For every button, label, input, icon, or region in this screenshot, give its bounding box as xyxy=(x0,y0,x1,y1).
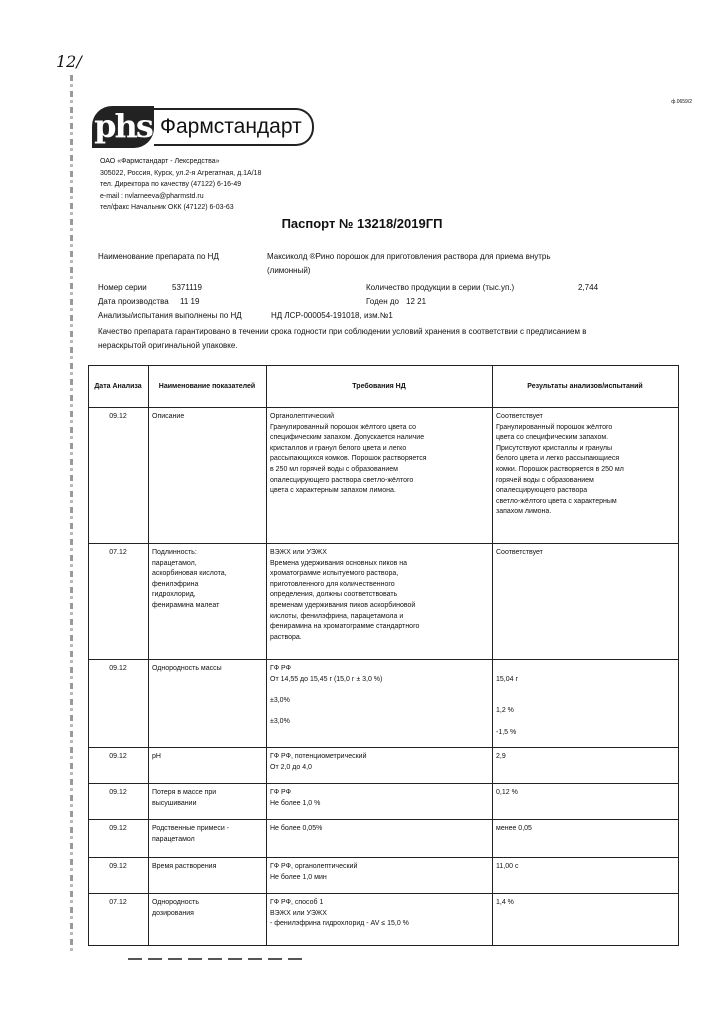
cut-off-line xyxy=(128,958,308,960)
product-value: Максиколд ®Рино порошок для приготовления раствора для приема внутрь xyxy=(267,252,551,261)
result-line: Присутствуют кристаллы и гранулы xyxy=(496,444,613,452)
requirement-line: От 14,55 до 15,45 г (15,0 г ± 3,0 %) xyxy=(270,675,383,683)
indicator-line: фенирамина малеат xyxy=(152,601,220,609)
indicator-line: парацетамол, xyxy=(152,559,197,567)
result-line: 1,4 % xyxy=(496,899,514,906)
requirement-line: кристаллов и гранул белого цвета и легко xyxy=(270,444,407,452)
result-line: горячей воды с образованием xyxy=(496,476,594,484)
valid-until-label: Годен до xyxy=(366,297,399,306)
requirement-line: приготовленного для количественного xyxy=(270,580,395,588)
cell-indicator xyxy=(149,820,267,858)
requirement-line: - фенилэфрина гидрохлорид - AV ≤ 15,0 % xyxy=(270,920,409,928)
requirement-line: ±3,0% xyxy=(270,717,290,725)
logo-mark: phs xyxy=(92,106,154,148)
indicator-line: Однородность xyxy=(152,899,199,906)
result-line: 11,00 с xyxy=(496,863,519,870)
result-line: Гранулированный порошок жёлтого xyxy=(496,423,613,431)
analysis-value: НД ЛСР-000054-191018, изм.№1 xyxy=(271,311,393,320)
result-line: Соответствует xyxy=(496,549,543,556)
result-line: цвета со специфическим запахом. xyxy=(496,434,609,442)
result-line: Соответствует xyxy=(496,413,543,420)
requirement-line: ±3,0% xyxy=(270,696,290,704)
table-row xyxy=(89,858,679,894)
result-line xyxy=(496,664,674,675)
header-date: Дата Анализа xyxy=(89,366,149,408)
company-address xyxy=(100,156,261,214)
result-line xyxy=(496,717,674,728)
table-header-row xyxy=(89,366,679,408)
result-line: запахом лимона. xyxy=(496,508,552,516)
result-line: светло-жёлтого цвета с характерным xyxy=(496,497,617,505)
header-results: Результаты анализов/испытаний xyxy=(493,366,679,408)
result-line: 2,9 xyxy=(496,753,506,760)
valid-until-value: 12 21 xyxy=(406,297,427,306)
cell-results xyxy=(493,408,679,544)
requirement-line: Не более 1,0 % xyxy=(270,799,321,807)
requirement-line: рассыпающихся комков. Порошок растворяется xyxy=(270,455,427,463)
result-line: белого цвета и легко рассыпающиеся xyxy=(496,455,620,463)
address-line: 305022, Россия, Курск, ул.2-я Агрегатная, д.1А/18 xyxy=(100,169,262,177)
result-line xyxy=(496,696,674,707)
indicator-line: гидрохлорид, xyxy=(152,591,196,599)
scan-edge-stripe xyxy=(70,75,73,955)
cell-requirements xyxy=(267,544,493,660)
cell-requirements xyxy=(267,408,493,544)
requirement-line: ГФ РФ xyxy=(270,665,291,672)
requirement-line: определения, должны соответствовать xyxy=(270,591,398,599)
cell-requirements xyxy=(267,894,493,946)
document-form-number: ф.0659/2 xyxy=(671,99,692,105)
requirement-line xyxy=(270,685,488,696)
cell-results xyxy=(493,820,679,858)
requirement-line: временам удерживания пиков аскорбиновой xyxy=(270,601,416,609)
cell-results xyxy=(493,660,679,748)
quantity-label: Количество продукции в серии (тыс.уп.) xyxy=(366,283,515,292)
header-requirements: Требования НД xyxy=(267,366,493,408)
indicator-line: Подлинность: xyxy=(152,549,197,556)
series-value: 5371119 xyxy=(172,283,202,292)
handwritten-page-number: 12/ xyxy=(56,52,82,71)
result-line: 15,04 г xyxy=(496,675,519,683)
cell-requirements xyxy=(267,660,493,748)
cell-indicator xyxy=(149,894,267,946)
cell-requirements xyxy=(267,748,493,784)
result-line: комки. Порошок растворяется в 250 мл xyxy=(496,465,624,473)
result-line: -1,5 % xyxy=(496,728,517,736)
product-label: Наименование препарата по НД xyxy=(98,252,219,261)
table-row xyxy=(89,660,679,748)
table-row xyxy=(89,894,679,946)
cell-results xyxy=(493,858,679,894)
address-line: e-mail : nvlarneeva@pharmstd.ru xyxy=(100,192,204,200)
cell-results xyxy=(493,544,679,660)
cell-indicator: Время растворения xyxy=(149,858,267,894)
cell-indicator xyxy=(149,784,267,820)
indicator-line: дозирования xyxy=(152,909,194,917)
requirement-line: От 2,0 до 4,0 xyxy=(270,763,312,771)
cell-date: 07.12 xyxy=(89,894,149,946)
cell-results xyxy=(493,748,679,784)
cell-requirements xyxy=(267,858,493,894)
table-row xyxy=(89,748,679,784)
table-row xyxy=(89,820,679,858)
requirement-line: Времена удерживания основных пиков на xyxy=(270,559,408,567)
series-label: Номер серии xyxy=(98,283,147,292)
cell-indicator: pH xyxy=(149,748,267,784)
address-line: тел/факс Начальник ОКК (47122) 6-03-63 xyxy=(100,204,234,211)
table-row xyxy=(89,544,679,660)
document-title: Паспорт № 13218/2019ГП xyxy=(281,216,443,231)
requirement-line: специфическим запахом. Допускается наличие xyxy=(270,434,425,442)
result-line: менее 0,05 xyxy=(496,825,532,832)
analysis-label: Анализы/испытания выполнены по НД xyxy=(98,311,242,320)
address-line: ОАО «Фармстандарт - Лексредства» xyxy=(100,158,220,165)
analysis-results-table xyxy=(88,365,679,946)
table-row xyxy=(89,408,679,544)
requirement-line: цвета с характерным запахом лимона. xyxy=(270,487,396,495)
cell-results xyxy=(493,894,679,946)
cell-results xyxy=(493,784,679,820)
requirement-line: ГФ РФ, органолептический xyxy=(270,863,358,870)
company-logo xyxy=(92,105,314,149)
production-date-value: 11 19 xyxy=(180,297,200,306)
requirement-line: раствора. xyxy=(270,633,302,641)
cell-indicator: Однородность массы xyxy=(149,660,267,748)
product-value-variant: (лимонный) xyxy=(267,266,311,275)
indicator-line: фенилэфрина xyxy=(152,580,199,588)
cell-date: 09.12 xyxy=(89,408,149,544)
cell-date: 09.12 xyxy=(89,784,149,820)
cell-date: 09.12 xyxy=(89,748,149,784)
requirement-line: хроматограмме испытуемого раствора, xyxy=(270,570,399,578)
indicator-line: Потеря в массе при xyxy=(152,789,217,796)
requirement-line: Не более 1,0 мин xyxy=(270,873,327,881)
indicator-line: аскорбиновая кислота, xyxy=(152,570,227,578)
requirement-line: кислоты, фенилэфрина, парацетамола и xyxy=(270,612,404,620)
indicator-line: парацетамол xyxy=(152,835,195,843)
requirement-line: ВЭЖХ или УЭЖХ xyxy=(270,549,327,556)
requirement-line: опалесцирующего раствора светло-жёлтого xyxy=(270,476,414,484)
requirement-line: ГФ РФ, способ 1 xyxy=(270,899,324,906)
requirement-line: ВЭЖХ или УЭЖХ xyxy=(270,909,327,917)
cell-date: 09.12 xyxy=(89,820,149,858)
quantity-value: 2,744 xyxy=(578,283,599,292)
cell-indicator: Описание xyxy=(149,408,267,544)
address-line: тел. Директора по качеству (47122) 6-16-49 xyxy=(100,181,242,188)
cell-date: 09.12 xyxy=(89,858,149,894)
quality-note: Качество препарата гарантировано в течении срока годности при соблюдении условий хранения в соответствии с предписанием в нераскрытой оригинальной упаковке. xyxy=(98,327,587,350)
indicator-line: высушивании xyxy=(152,799,197,807)
cell-requirements xyxy=(267,784,493,820)
header-indicator: Наименование показателей xyxy=(149,366,267,408)
cell-requirements xyxy=(267,820,493,858)
requirement-line: в 250 мл горячей воды с образованием xyxy=(270,465,398,473)
requirement-line: Гранулированный порошок жёлтого цвета со xyxy=(270,423,416,431)
result-line: 1,2 % xyxy=(496,707,514,715)
logo-name: Фармстандарт xyxy=(154,108,314,146)
result-line: 0,12 % xyxy=(496,789,518,796)
requirement-line: ГФ РФ xyxy=(270,789,291,796)
production-date-label: Дата производства xyxy=(98,297,169,306)
requirement-line: фенирамина на хроматограмме стандартного xyxy=(270,623,420,631)
result-line xyxy=(496,685,674,696)
indicator-line: Родственные примеси - xyxy=(152,825,230,832)
requirement-line: Не более 0,05% xyxy=(270,825,323,832)
requirement-line: ГФ РФ, потенциометрический xyxy=(270,753,367,760)
cell-date: 09.12 xyxy=(89,660,149,748)
table-row xyxy=(89,784,679,820)
result-line: опалесцирующего раствора xyxy=(496,487,588,495)
cell-indicator xyxy=(149,544,267,660)
cell-date: 07.12 xyxy=(89,544,149,660)
requirement-line: Органолептический xyxy=(270,413,335,420)
requirement-line xyxy=(270,706,488,717)
